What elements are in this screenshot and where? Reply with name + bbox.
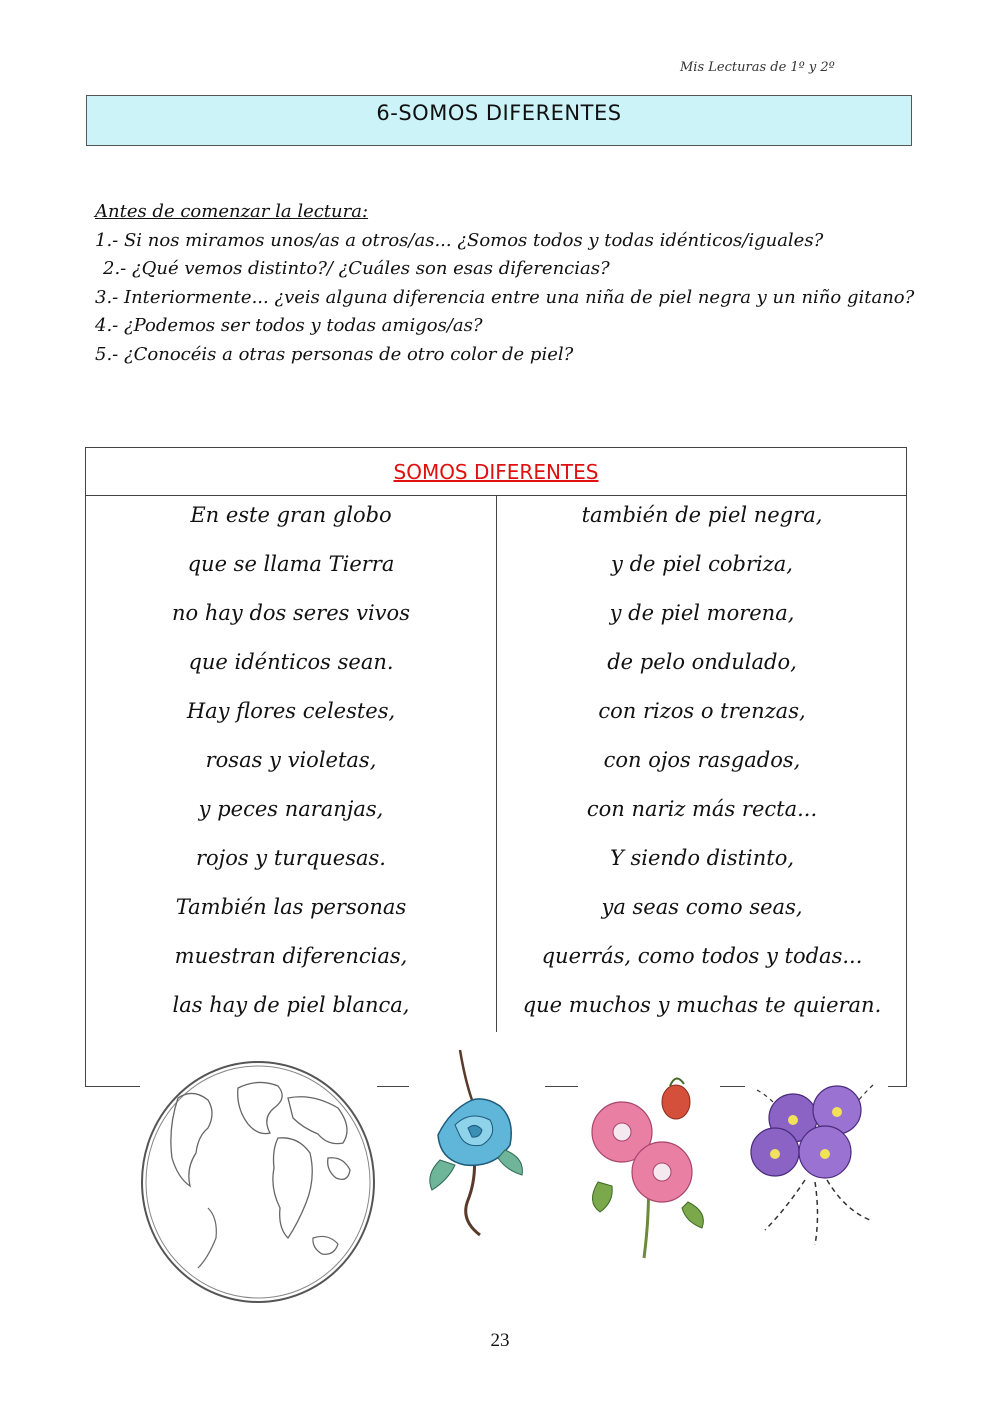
poem-line: de pelo ondulado, — [607, 650, 797, 674]
poem-line: Y siendo distinto, — [609, 846, 795, 870]
poem-line: ya seas como seas, — [601, 895, 803, 919]
before-reading-heading: Antes de comenzar la lectura: — [95, 201, 369, 222]
poem-right-column — [497, 500, 907, 1039]
title-box — [86, 95, 912, 146]
page-title: 6-SOMOS DIFERENTES — [376, 100, 622, 125]
question-3: 3.- Interiormente... ¿veis alguna diferencia entre una niña de piel negra y un niño gitano? — [95, 286, 915, 308]
poem-left-column — [86, 500, 496, 1039]
blue-rose-illustration — [410, 1040, 540, 1240]
question-5: 5.- ¿Conocéis a otras personas de otro color de piel? — [95, 343, 574, 365]
poem-box-bottom-border — [85, 1086, 140, 1087]
poem-line: con rizos o trenzas, — [598, 699, 806, 723]
poem-line: rosas y violetas, — [205, 748, 377, 772]
poem-line: las hay de piel blanca, — [172, 993, 410, 1017]
before-reading-section — [95, 198, 915, 369]
poem-line: querrás, como todos y todas... — [541, 944, 863, 968]
poem-line: rojos y turquesas. — [196, 846, 386, 870]
poem-line: y de piel cobriza, — [611, 552, 793, 576]
question-1: 1.- Si nos miramos unos/as a otros/as... ¿Somos todos y todas idénticos/iguales? — [95, 229, 824, 251]
globe-illustration — [138, 1058, 380, 1308]
poem-box-bottom-border — [888, 1086, 907, 1087]
question-2: 2.- ¿Qué vemos distinto?/ ¿Cuáles son esas diferencias? — [103, 258, 610, 279]
poem-line: que muchos y muchas te quieran. — [522, 993, 882, 1017]
poem-line: que se llama Tierra — [187, 552, 395, 576]
poem-box-bottom-border — [377, 1086, 409, 1087]
pink-flower-illustration — [578, 1062, 718, 1262]
poem-line: también de piel negra, — [581, 503, 823, 527]
poem-line: muestran diferencias, — [174, 944, 408, 968]
poem-line: Hay flores celestes, — [186, 699, 396, 723]
poem-line: no hay dos seres vivos — [172, 601, 410, 625]
poem-line: También las personas — [175, 895, 407, 919]
violet-flowers-illustration — [745, 1070, 887, 1250]
poem-line: En este gran globo — [190, 503, 392, 527]
question-4: 4.- ¿Podemos ser todos y todas amigos/as? — [95, 315, 483, 336]
poem-line: y de piel morena, — [609, 601, 795, 625]
poem-line: que idénticos sean. — [188, 650, 394, 674]
poem-title: SOMOS DIFERENTES — [393, 459, 599, 484]
poem-box-bottom-border — [545, 1086, 578, 1087]
page-number: 23 — [490, 1330, 510, 1351]
poem-box — [85, 447, 907, 1087]
poem-line: con ojos rasgados, — [603, 748, 801, 772]
poem-box-bottom-border — [720, 1086, 745, 1087]
poem-title-row — [86, 448, 906, 496]
header-note: Mis Lecturas de 1º y 2º — [680, 60, 835, 75]
poem-line: con nariz más recta... — [586, 797, 818, 821]
poem-line: y peces naranjas, — [198, 797, 384, 821]
